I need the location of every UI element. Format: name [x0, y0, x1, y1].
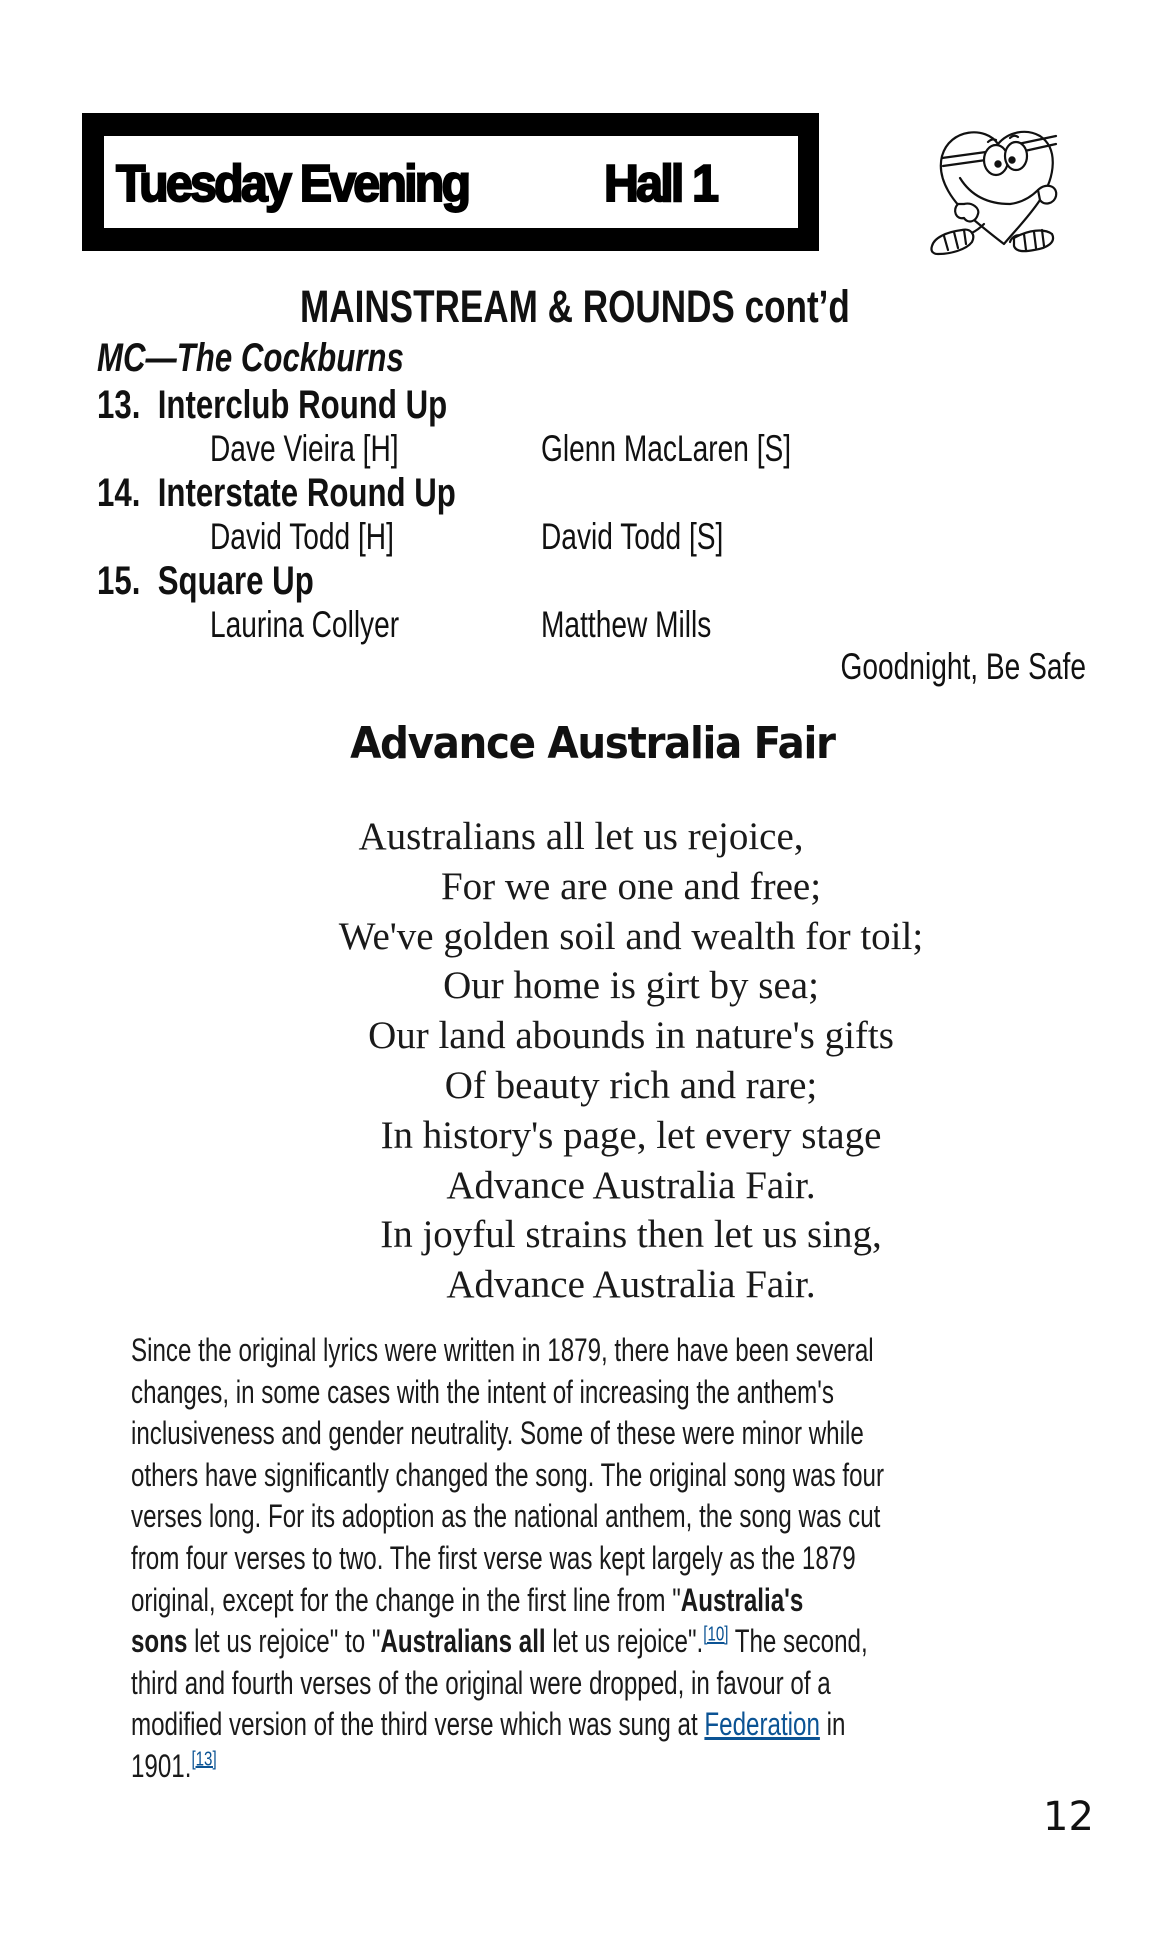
- section-heading: MAINSTREAM & ROUNDS cont’d: [300, 281, 850, 332]
- header-hall-title: Hall 1: [604, 155, 717, 213]
- closing-message: Goodnight, Be Safe: [840, 646, 1086, 687]
- paragraph-line: [131, 1704, 1060, 1746]
- dance-number: 14.: [97, 471, 141, 515]
- citation-link-10[interactable]: [10]: [703, 1623, 729, 1646]
- dance-item-14: [97, 473, 456, 513]
- text-run: original, except for the change in the first line from ": [131, 1581, 681, 1618]
- dance-item-13: [97, 385, 447, 425]
- anthem-lyrics: [0, 812, 1152, 1310]
- paragraph-line: verses long. For its adoption as the national anthem, the song was cut: [131, 1498, 881, 1535]
- dance-title: Interstate Round Up: [157, 471, 456, 515]
- bold-text-run: Australia's: [680, 1581, 804, 1618]
- bold-text-run: sons: [131, 1623, 188, 1660]
- caller-left: David Todd [H]: [210, 516, 394, 557]
- caller-left: Dave Vieira [H]: [210, 428, 399, 469]
- paragraph-line: [131, 1746, 1060, 1788]
- paragraph-line: changes, in some cases with the intent of increasing the anthem's: [131, 1373, 834, 1410]
- dance-number: 13.: [97, 383, 141, 427]
- paragraph-line: others have significantly changed the song. The original song was four: [131, 1456, 885, 1493]
- lyric-line: For we are one and free;: [440, 864, 822, 908]
- mc-line: MC—The Cockburns: [97, 336, 404, 380]
- lyric-line: Advance Australia Fair.: [446, 1263, 816, 1307]
- text-run: let us rejoice".: [545, 1623, 704, 1660]
- header-banner-inner: [104, 136, 798, 228]
- header-day-title: Tuesday Evening: [116, 155, 469, 213]
- lyric-line: Advance Australia Fair.: [446, 1163, 816, 1207]
- caller-right: Matthew Mills: [541, 604, 712, 645]
- caller-left: Laurina Collyer: [210, 604, 400, 645]
- lyric-line: In history's page, let every stage: [380, 1113, 882, 1157]
- dance-title: Square Up: [157, 559, 314, 603]
- lyric-line: Our home is girt by sea;: [443, 964, 819, 1008]
- dance-number: 15.: [97, 559, 141, 603]
- text-run: modified version of the third verse which was sung at: [131, 1706, 705, 1743]
- paragraph-line: inclusiveness and gender neutrality. Some of these were minor while: [131, 1415, 864, 1452]
- citation-link-13[interactable]: [13]: [191, 1748, 217, 1771]
- text-run: in: [819, 1706, 846, 1743]
- dance-item-15: [97, 561, 314, 601]
- lyric-line: We've golden soil and wealth for toil;: [338, 914, 924, 958]
- text-run: let us rejoice" to ": [187, 1623, 381, 1660]
- running-heart-mascot-icon: [928, 124, 1070, 260]
- caller-right: David Todd [S]: [541, 516, 724, 557]
- anthem-title: [0, 718, 1152, 769]
- paragraph-line: Since the original lyrics were written in 1879, there have been several: [131, 1332, 874, 1368]
- text-run: 1901.: [131, 1747, 192, 1784]
- anthem-title-text: Advance Australia Fair: [349, 718, 835, 769]
- bold-text-run: Australians all: [380, 1623, 546, 1660]
- caller-right: Glenn MacLaren [S]: [541, 428, 792, 469]
- page-number: 12: [1043, 1794, 1094, 1840]
- federation-link[interactable]: Federation: [704, 1706, 820, 1743]
- header-banner: [82, 113, 819, 251]
- history-paragraph: [131, 1330, 1060, 1788]
- lyric-line: Of beauty rich and rare;: [444, 1063, 818, 1107]
- lyric-line: Australians all let us rejoice,: [358, 815, 804, 858]
- text-run: The second,: [728, 1623, 868, 1660]
- paragraph-line: third and fourth verses of the original were dropped, in favour of a: [131, 1664, 831, 1701]
- paragraph-line: from four verses to two. The first verse was kept largely as the 1879: [131, 1539, 856, 1576]
- dance-title: Interclub Round Up: [157, 383, 448, 427]
- lyric-line: In joyful strains then let us sing,: [380, 1213, 882, 1257]
- lyric-line: Our land abounds in nature's gifts: [368, 1014, 894, 1058]
- paragraph-line: [131, 1621, 1060, 1663]
- paragraph-line: [131, 1580, 1060, 1622]
